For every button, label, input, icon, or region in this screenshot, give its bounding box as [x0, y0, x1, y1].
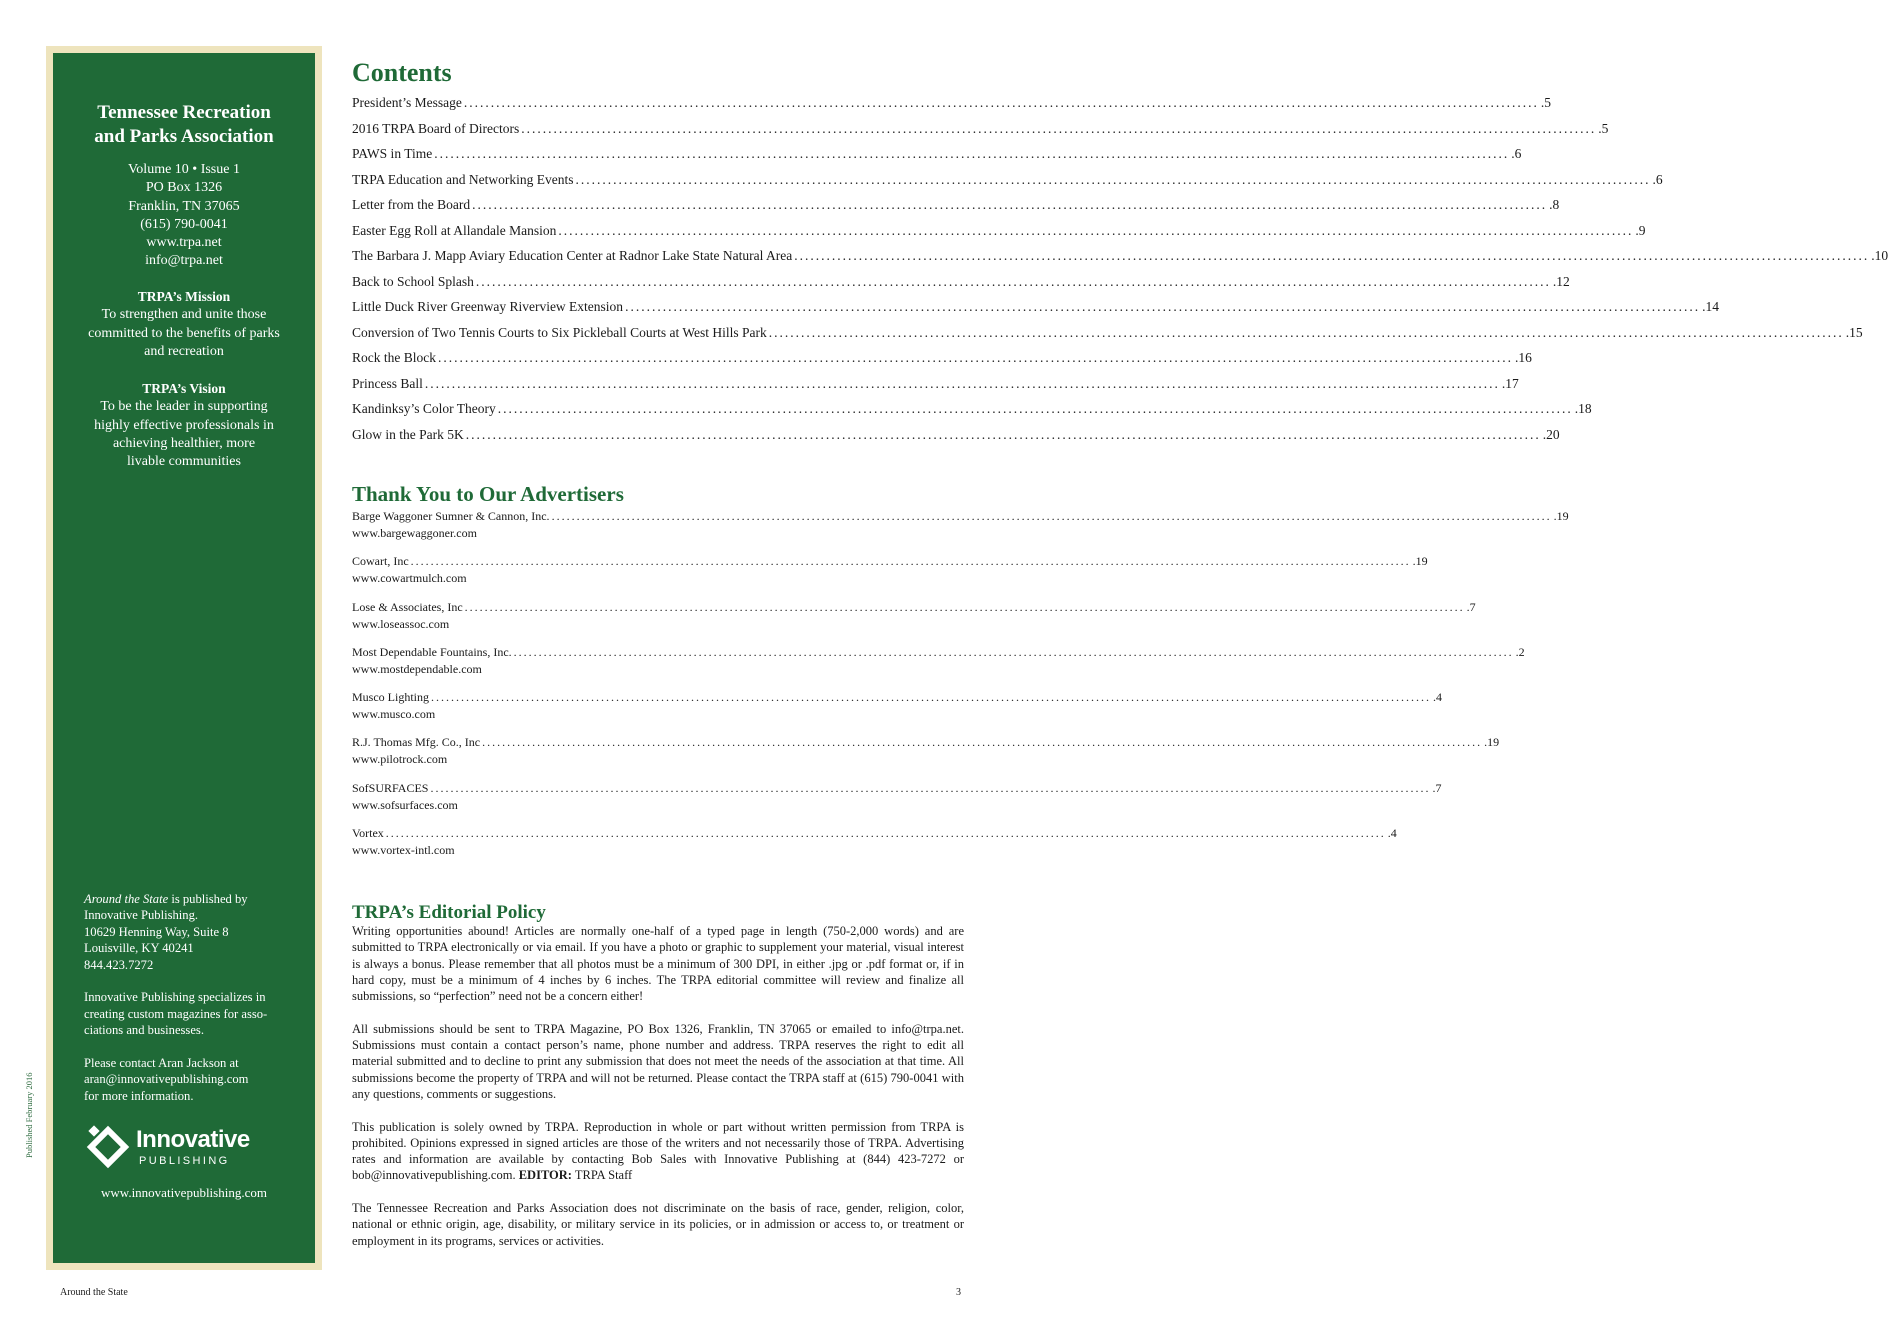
advertiser-item — [352, 508, 1569, 553]
advertiser-item — [352, 825, 1397, 870]
toc-entry-title: TRPA Education and Networking Events — [352, 171, 574, 187]
volume-issue: Volume 10 • Issue 1 — [128, 162, 240, 177]
publisher-website-link[interactable]: www.innovativepublishing.com — [101, 1185, 267, 1200]
toc-entry-page: .16 — [1515, 350, 1532, 365]
advertiser-leader-dots: ........................................................................................................................................................................................................ — [430, 780, 1431, 795]
advertiser-leader-dots: ........................................................................................................................................................................................................ — [513, 644, 1514, 659]
toc-entry[interactable] — [352, 218, 1646, 244]
advertiser-leader-dots: ........................................................................................................................................................................................................ — [431, 690, 1431, 705]
vision-text: achieving healthier, more — [112, 435, 256, 451]
toc-entry-page: .6 — [1511, 146, 1522, 161]
advertiser-row — [352, 689, 1442, 706]
advertiser-page: .2 — [1515, 644, 1525, 659]
toc-leader-dots: ........................................................................................................................................................................................................ — [472, 197, 1548, 212]
toc-leader-dots: ........................................................................................................................................................................................................ — [497, 401, 1573, 416]
mission-text: To strengthen and unite those — [101, 307, 267, 323]
toc-entry[interactable] — [352, 396, 1592, 422]
advertiser-list — [352, 508, 1569, 870]
editorial-paragraph: Writing opportunities abound! Articles are normally one-half of a typed page in length (750-2,000 words) and are submitted to TRPA electronically or via email. If you have a photo or graphic to supplement your material, visual interest is always a bonus. Please remember that all photos must be a minimum of 300 DPI, in either .jpg or .pdf format or, if in hard copy, must be a minimum of 4 inches by 6 inches. The TRPA editorial committee will review and finalize all submissions, so “perfection” need not be a concern either! — [352, 924, 964, 1004]
editor-label: EDITOR: — [518, 1168, 572, 1183]
publisher-text: is published by — [168, 892, 248, 906]
advertiser-leader-dots: ........................................................................................................................................................................................................ — [482, 735, 1483, 750]
toc-entry-page: .17 — [1501, 375, 1519, 391]
advertiser-leader-dots: ........................................................................................................................................................................................................ — [410, 554, 1411, 569]
toc-leader-dots: ........................................................................................................................................................................................................ — [558, 222, 1634, 238]
advertiser-row — [352, 644, 1525, 661]
advertiser-row — [352, 508, 1569, 525]
innovative-publishing-logo — [86, 1125, 250, 1179]
toc-entry-page: .5 — [1540, 95, 1551, 110]
advertiser-item — [352, 689, 1442, 734]
publisher-text: Innovative Publishing specializes in — [84, 990, 266, 1005]
toc-entry[interactable] — [352, 243, 1888, 269]
toc-entry-title: The Barbara J. Mapp Aviary Education Center at Radnor Lake State Natural Area — [352, 248, 793, 263]
published-date-note: Published February 2016 — [24, 1072, 34, 1158]
toc-entry[interactable] — [352, 269, 1570, 295]
editorial-paragraph: The Tennessee Recreation and Parks Association does not discriminate on the basis of race, gender, religion, color, national or ethnic origin, age, disability, or military service in its policies, or in admission or access to, or treatment or employment in its programs, services or activities. — [352, 1201, 964, 1248]
advertiser-name: R.J. Thomas Mfg. Co., Inc — [352, 735, 481, 750]
toc-entry-title: Conversion of Two Tennis Courts to Six Pickleball Courts at West Hills Park — [352, 324, 767, 340]
advertiser-page: .4 — [1387, 826, 1397, 841]
page-number: 3 — [956, 1287, 961, 1298]
advertiser-name: Cowart, Inc — [352, 554, 409, 569]
publisher-text: Please contact Aran Jackson at — [84, 1056, 239, 1071]
toc-entry-title: 2016 TRPA Board of Directors — [352, 120, 520, 136]
editorial-paragraph: All submissions should be sent to TRPA Magazine, PO Box 1326, Franklin, TN 37065 or emailed to info@trpa.net. Submissions must contain a contact person’s name, phone number and address. TRPA reserves the right to edit all material submitted and to decline to print any submission that does not meet the needs of the association at that time. All submissions become the property of TRPA and will not be returned. Please contact the TRPA staff at (615) 790-0041 with any questions, comments or suggestions. — [352, 1021, 964, 1101]
toc-entry-title: Easter Egg Roll at Allandale Mansion — [352, 222, 557, 238]
advertiser-item — [352, 734, 1500, 779]
toc-leader-dots: ........................................................................................................................................................................................................ — [768, 324, 1844, 340]
phone: (615) 790-0041 — [140, 216, 228, 232]
vision-heading: TRPA’s Vision — [142, 381, 226, 396]
toc-entry-title: Glow in the Park 5K — [352, 426, 464, 442]
toc-entry-title: PAWS in Time — [352, 146, 433, 161]
toc-entry-title: Letter from the Board — [352, 197, 471, 212]
toc-entry[interactable] — [352, 192, 1560, 218]
toc-entry-page: .9 — [1635, 222, 1646, 238]
vision-text: To be the leader in supporting — [100, 399, 268, 415]
toc-leader-dots: ........................................................................................................................................................................................................ — [438, 350, 1513, 365]
advertiser-row — [352, 599, 1476, 616]
toc-entry-title: Kandinksy’s Color Theory — [352, 401, 496, 416]
toc-entry-page: .20 — [1542, 426, 1560, 442]
advertiser-page: .19 — [1412, 554, 1428, 569]
toc-entry[interactable] — [352, 422, 1560, 448]
vision-text: highly effective professionals in — [94, 417, 274, 433]
advertiser-row — [352, 825, 1397, 842]
toc-entry-title: Princess Ball — [352, 375, 423, 391]
publisher-address: Louisville, KY 40241 — [84, 941, 194, 956]
advertiser-name: Vortex — [352, 826, 384, 841]
sidebar-frame — [46, 46, 322, 1270]
advertiser-url-link[interactable]: www.bargewaggoner.com — [352, 526, 477, 540]
diamond-logo-icon — [86, 1125, 130, 1169]
toc-entry[interactable] — [352, 345, 1532, 371]
advertiser-item — [352, 644, 1525, 689]
editorial-text: This publication is solely owned by TRPA. Reproduction in whole or part without written permission from TRPA is prohibited. Opinions expressed in signed articles are those of the writers and not necessarily those of TRPA. Advertising rates and information are available by contacting Bob Sales with Innovative Publishing at (844) 423-7272 or bob@innovativepublishing.com. — [352, 1119, 964, 1183]
advertiser-page: .7 — [1466, 599, 1476, 614]
toc-leader-dots: ........................................................................................................................................................................................................ — [424, 375, 1500, 391]
advertiser-url-link[interactable]: www.sofsurfaces.com — [352, 797, 458, 812]
toc-entry-page: .18 — [1574, 401, 1592, 416]
advertiser-name: SofSURFACES — [352, 780, 429, 795]
toc-entry-title: Back to School Splash — [352, 273, 474, 289]
toc-entry-page: .14 — [1702, 299, 1719, 314]
editorial-paragraph — [352, 1119, 964, 1184]
advertiser-row — [352, 734, 1500, 751]
toc-leader-dots: ........................................................................................................................................................................................................ — [465, 426, 1541, 442]
advertiser-url-link[interactable]: www.vortex-intl.com — [352, 843, 455, 858]
publisher-address: 10629 Henning Way, Suite 8 — [84, 924, 229, 939]
toc-entry-page: .5 — [1598, 120, 1609, 136]
publisher-email-link[interactable]: aran@innovativepublishing.com — [84, 1072, 249, 1087]
advertiser-leader-dots: ........................................................................................................................................................................................................ — [464, 599, 1465, 614]
toc-entry-page: .12 — [1552, 273, 1570, 289]
advertiser-row — [352, 780, 1442, 797]
toc-leader-dots: ........................................................................................................................................................................................................ — [575, 171, 1651, 187]
logo-subtitle: PUBLISHING — [139, 1155, 230, 1167]
toc-entry-page: .6 — [1652, 171, 1663, 187]
toc-entry-page: .10 — [1871, 248, 1888, 263]
toc-leader-dots: ........................................................................................................................................................................................................ — [434, 146, 1510, 161]
advertiser-name: Barge Waggoner Sumner & Cannon, Inc. — [352, 509, 550, 523]
toc-entry[interactable] — [352, 141, 1522, 167]
org-title-line: Tennessee Recreation — [97, 102, 271, 123]
advertiser-name: Most Dependable Fountains, Inc. — [352, 644, 512, 659]
publisher-text: ciations and businesses. — [84, 1023, 204, 1038]
publisher-text: Innovative Publishing. — [84, 908, 199, 923]
contact-block — [53, 161, 315, 271]
toc-entry-page: .8 — [1549, 197, 1560, 212]
org-title-line: and Parks Association — [94, 126, 274, 147]
toc-leader-dots: ........................................................................................................................................................................................................ — [463, 95, 1539, 110]
editor-value: TRPA Staff — [571, 1168, 633, 1183]
toc-entry-title: Little Duck River Greenway Riverview Extension — [352, 299, 624, 314]
advertiser-name: Lose & Associates, Inc — [352, 599, 463, 614]
toc-entry[interactable] — [352, 116, 1609, 142]
table-of-contents — [352, 90, 1888, 447]
advertiser-item — [352, 780, 1442, 825]
publisher-text: for more information. — [84, 1088, 194, 1103]
toc-entry[interactable] — [352, 320, 1863, 346]
advertiser-leader-dots: ........................................................................................................................................................................................................ — [385, 826, 1386, 841]
publisher-phone: 844.423.7272 — [84, 957, 154, 972]
footer-publication-name: Around the State — [60, 1287, 128, 1298]
mission-heading: TRPA’s Mission — [137, 289, 231, 304]
toc-leader-dots: ........................................................................................................................................................................................................ — [521, 120, 1597, 136]
advertiser-page: .4 — [1433, 690, 1442, 705]
logo-wordmark: Innovative — [136, 1126, 250, 1153]
vision-text: livable communities — [127, 454, 241, 470]
toc-entry[interactable] — [352, 90, 1551, 116]
editorial-heading: TRPA’s Editorial Policy — [352, 902, 546, 923]
advertiser-row — [352, 553, 1428, 570]
mission-block — [53, 288, 315, 361]
advertiser-item — [352, 599, 1476, 644]
publication-title: Around the State — [84, 892, 169, 906]
advertiser-page: .7 — [1432, 780, 1442, 795]
advertiser-url-link[interactable]: www.pilotrock.com — [352, 752, 448, 767]
advertiser-leader-dots: ........................................................................................................................................................................................................ — [551, 509, 1552, 523]
website-link[interactable]: www.trpa.net — [146, 235, 222, 251]
advertisers-heading: Thank You to Our Advertisers — [352, 482, 624, 506]
po-box: PO Box 1326 — [145, 180, 223, 196]
toc-entry[interactable] — [352, 167, 1663, 193]
toc-leader-dots: ........................................................................................................................................................................................................ — [475, 273, 1551, 289]
editorial-policy — [352, 923, 964, 1265]
mission-text: and recreation — [144, 343, 224, 359]
advertiser-item — [352, 553, 1428, 598]
city-state: Franklin, TN 37065 — [128, 198, 240, 214]
toc-entry[interactable] — [352, 371, 1519, 397]
publisher-text: creating custom magazines for asso- — [84, 1006, 268, 1021]
advertiser-url-link[interactable]: www.musco.com — [352, 707, 436, 722]
advertiser-url-link[interactable]: www.mostdependable.com — [352, 661, 482, 676]
vision-block — [53, 380, 315, 471]
advertiser-url-link[interactable]: www.cowartmulch.com — [352, 571, 467, 586]
toc-entry[interactable] — [352, 294, 1719, 320]
publisher-info — [84, 891, 294, 1121]
org-title — [53, 101, 315, 149]
advertiser-url-link[interactable]: www.loseassoc.com — [352, 616, 450, 631]
advertiser-page: .19 — [1484, 735, 1500, 750]
mission-text: committed to the benefits of parks — [88, 325, 280, 341]
email-link[interactable]: info@trpa.net — [145, 253, 223, 269]
toc-entry-page: .15 — [1845, 324, 1863, 340]
advertiser-name: Musco Lighting — [352, 690, 429, 705]
contents-heading: Contents — [352, 58, 452, 87]
advertiser-page: .19 — [1553, 509, 1569, 523]
toc-entry-title: Rock the Block — [352, 350, 436, 365]
toc-leader-dots: ........................................................................................................................................................................................................ — [794, 248, 1870, 263]
sidebar-panel — [53, 53, 315, 1263]
toc-leader-dots: ........................................................................................................................................................................................................ — [625, 299, 1701, 314]
toc-entry-title: President’s Message — [352, 95, 462, 110]
